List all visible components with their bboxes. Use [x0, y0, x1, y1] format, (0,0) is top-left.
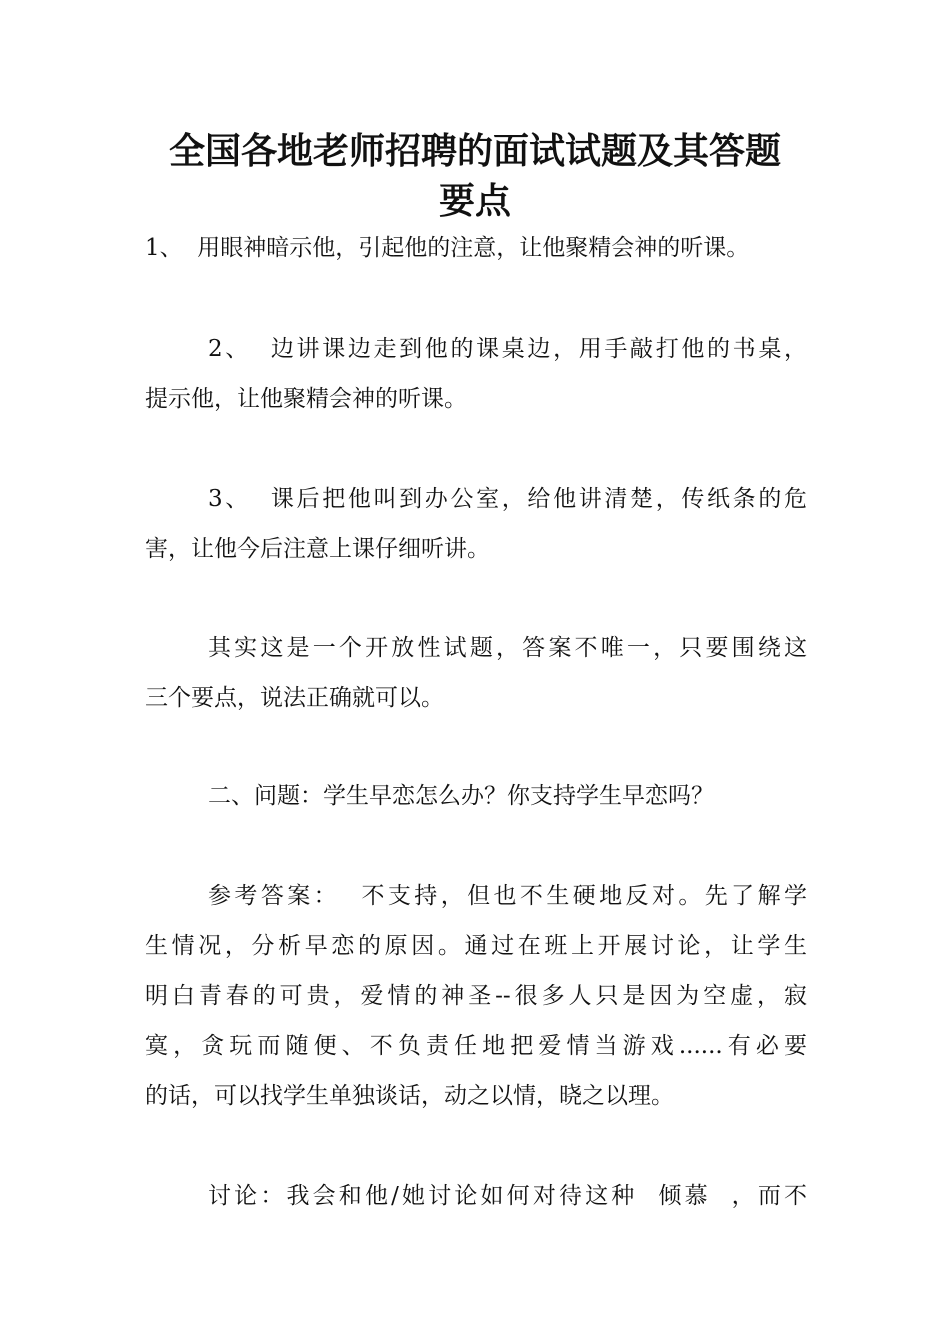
- summary-line-2: 三个要点，说法正确就可以。: [145, 685, 444, 711]
- document-title-line-1: 全国各地老师招聘的面试试题及其答题: [168, 131, 781, 172]
- question-2: 二、问题：学生早恋怎么办？你支持学生早恋吗？: [208, 783, 714, 809]
- discussion-line-1: 讨论：我会和他/她讨论如何对待这种 倾慕 ，而不: [208, 1183, 807, 1209]
- reference-answer-line-4: 寞，贪玩而随便、不负责任地把爱情当游戏......有必要: [145, 1033, 807, 1059]
- answer-point-3-line-2: 害，让他今后注意上课仔细听讲。: [145, 536, 490, 562]
- answer-point-3-line-1: 3、 课后把他叫到办公室，给他讲清楚，传纸条的危: [208, 486, 807, 512]
- reference-answer-line-3: 明白青春的可贵，爱情的神圣--很多人只是因为空虚，寂: [145, 983, 807, 1009]
- document-title-line-2: 要点: [438, 181, 511, 222]
- answer-point-2-line-2: 提示他，让他聚精会神的听课。: [145, 386, 467, 412]
- answer-point-1: 1、 用眼神暗示他，引起他的注意，让他聚精会神的听课。: [145, 235, 750, 261]
- reference-answer-line-2: 生情况，分析早恋的原因。通过在班上开展讨论，让学生: [145, 933, 807, 959]
- answer-point-2-line-1: 2、 边讲课边走到他的课桌边，用手敲打他的书桌，: [208, 336, 807, 362]
- summary-line-1: 其实这是一个开放性试题，答案不唯一，只要围绕这: [208, 635, 807, 661]
- reference-answer-line-1: 参考答案： 不支持，但也不生硬地反对。先了解学: [208, 883, 807, 909]
- reference-answer-line-5: 的话，可以找学生单独谈话，动之以情，晓之以理。: [145, 1083, 674, 1109]
